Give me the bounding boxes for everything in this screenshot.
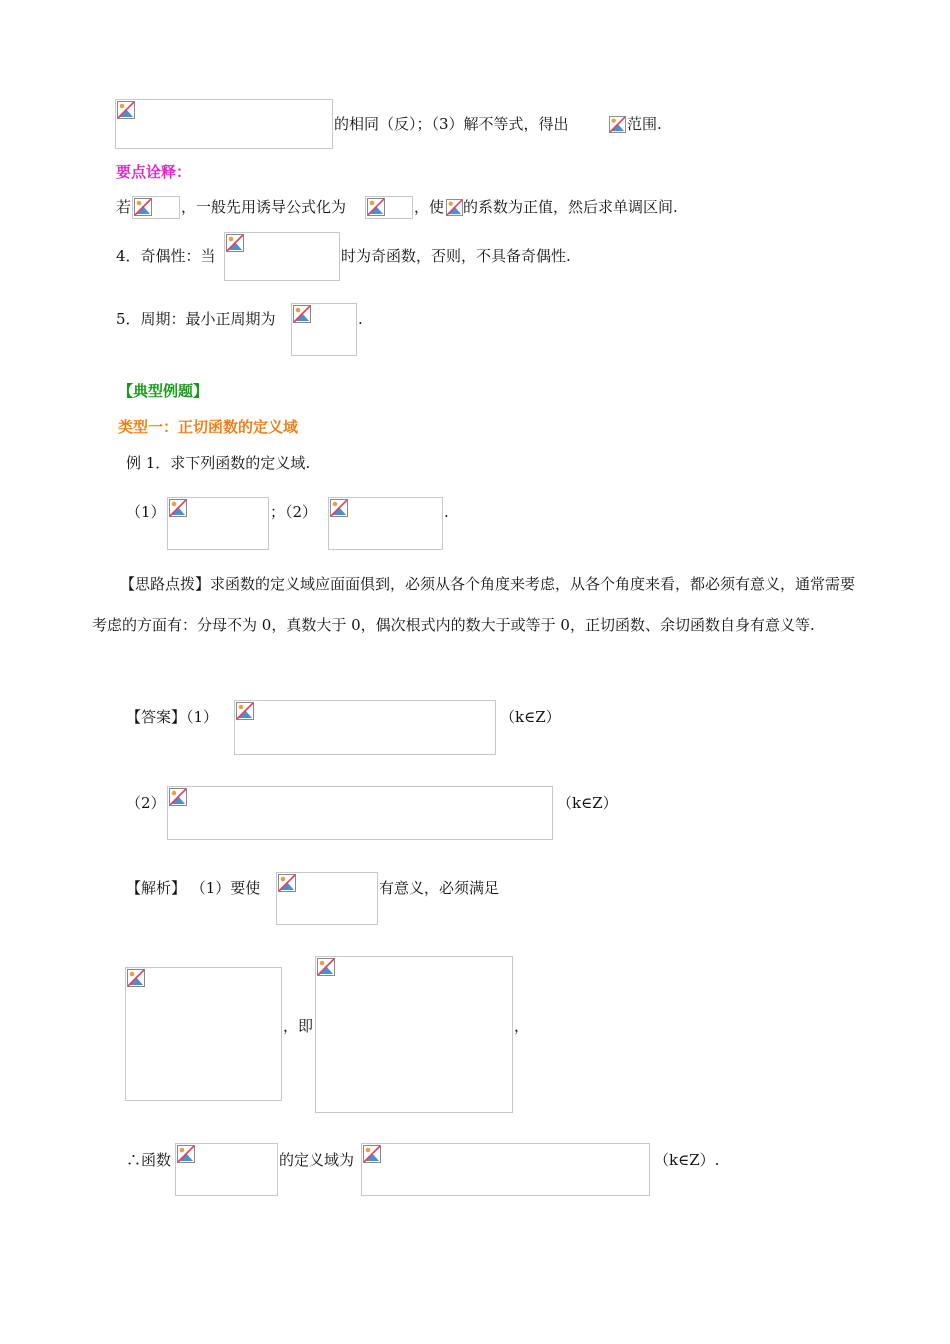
broken-image-icon bbox=[169, 788, 187, 806]
example1-sep: ；（2） bbox=[270, 503, 318, 521]
answer-label: 【答案】（1） bbox=[126, 708, 219, 726]
example1-end: . bbox=[444, 503, 449, 521]
broken-image-icon bbox=[609, 116, 626, 133]
analysis-kz: （k∈Z）. bbox=[654, 1151, 720, 1169]
analysis-comma-ji: ，即 bbox=[283, 1017, 314, 1035]
parity-suffix: 时为奇函数，否则，不具备奇偶性. bbox=[341, 247, 571, 265]
analysis-label: 【解析】 （1）要使 bbox=[126, 879, 261, 897]
broken-image-icon bbox=[367, 198, 385, 216]
broken-image-icon bbox=[134, 198, 152, 216]
broken-image-icon bbox=[278, 874, 296, 892]
key-points-tail: 的系数为正值，然后求单调区间. bbox=[463, 198, 678, 216]
broken-image-icon bbox=[236, 702, 254, 720]
section1-line1-tail: 范围. bbox=[627, 115, 662, 133]
broken-image-icon bbox=[127, 969, 145, 987]
formula-image bbox=[365, 196, 413, 219]
broken-image-icon bbox=[177, 1145, 195, 1163]
formula-image bbox=[175, 1143, 278, 1196]
broken-image-icon bbox=[446, 199, 463, 216]
formula-image bbox=[125, 967, 282, 1101]
broken-image-icon bbox=[169, 499, 187, 517]
key-points-mid1: ，一般先用诱导公式化为 bbox=[181, 198, 347, 216]
analysis-domain-is: 的定义域为 bbox=[279, 1151, 355, 1169]
broken-image-icon bbox=[330, 499, 348, 517]
hint-text: 【思路点拨】求函数的定义域应面面俱到，必须从各个角度来考虑，从各个角度来看，都必须有意义，通常需要考虑的方面有：分母不为 0，真数大于 0，偶次根式内的数大于或等于 0，正切函数、余切函数自身有意义等. bbox=[92, 575, 856, 634]
formula-image bbox=[276, 872, 378, 925]
formula-image bbox=[291, 303, 357, 356]
analysis-therefore: ∴函数 bbox=[126, 1151, 172, 1169]
formula-image bbox=[167, 497, 269, 550]
broken-image-icon bbox=[363, 1145, 381, 1163]
period-prefix: 5．周期：最小正周期为 bbox=[116, 310, 276, 328]
broken-image-icon bbox=[226, 234, 244, 252]
analysis-suffix: 有意义，必须满足 bbox=[379, 879, 500, 897]
hint-paragraph bbox=[92, 564, 862, 646]
analysis-comma: ， bbox=[514, 1017, 530, 1035]
example1-title: 例 1．求下列函数的定义域. bbox=[126, 454, 311, 472]
answer-kz2: （k∈Z） bbox=[557, 794, 618, 812]
answer-kz1: （k∈Z） bbox=[500, 708, 561, 726]
period-suffix: . bbox=[358, 310, 363, 328]
key-points-heading: 要点诠释： bbox=[116, 163, 192, 181]
broken-image-icon bbox=[117, 101, 135, 119]
formula-image bbox=[315, 956, 513, 1113]
formula-image bbox=[115, 99, 333, 149]
examples-heading: 【典型例题】 bbox=[118, 382, 209, 400]
answer-label2: （2） bbox=[126, 794, 166, 812]
formula-image bbox=[234, 700, 496, 755]
type1-heading: 类型一：正切函数的定义域 bbox=[118, 418, 299, 436]
formula-image bbox=[224, 232, 340, 281]
example1-part1: （1） bbox=[126, 503, 166, 521]
section1-line1-text: 的相同（反）；（3）解不等式，得出 bbox=[334, 115, 569, 133]
parity-prefix: 4．奇偶性：当 bbox=[116, 247, 216, 265]
formula-image bbox=[167, 786, 553, 840]
formula-image bbox=[132, 196, 180, 219]
formula-image bbox=[361, 1143, 650, 1196]
key-points-ruo: 若 bbox=[116, 198, 132, 216]
broken-image-icon bbox=[317, 958, 335, 976]
formula-image bbox=[328, 497, 443, 550]
broken-image-icon bbox=[293, 305, 311, 323]
key-points-mid2: ，使 bbox=[414, 198, 445, 216]
